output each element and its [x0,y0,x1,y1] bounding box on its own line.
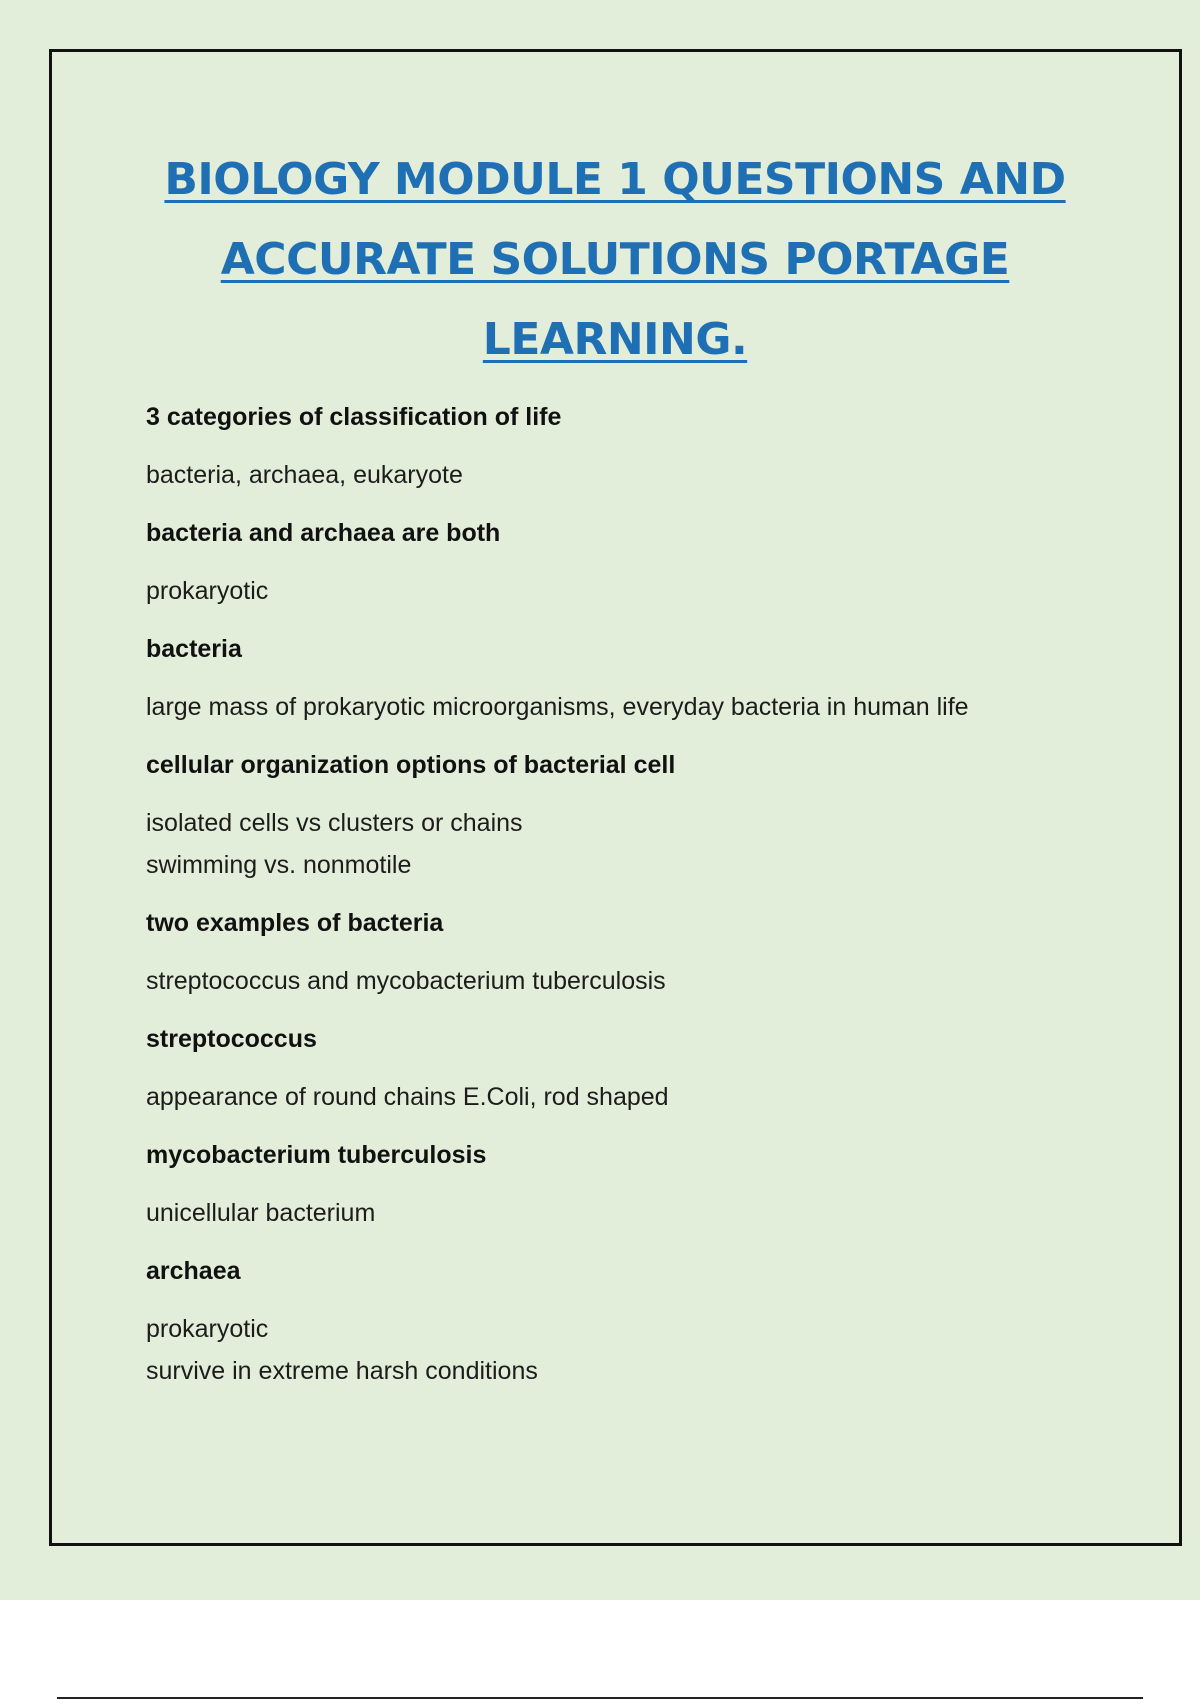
question-text: bacteria and archaea are both [146,519,501,547]
document-title [110,140,1120,380]
footer-divider [57,1697,1143,1699]
answer-line: survive in extreme harsh conditions [146,1357,538,1385]
question-text: 3 categories of classification of life [146,403,562,431]
answer-line: bacteria, archaea, eukaryote [146,461,463,489]
question-text: mycobacterium tuberculosis [146,1141,487,1169]
answer-text [146,570,1096,612]
answer-text [146,1308,1096,1392]
title-line: LEARNING. [482,314,748,365]
answer-line: isolated cells vs clusters or chains [146,809,523,837]
question-text: bacteria [146,635,242,663]
question-text: streptococcus [146,1025,317,1053]
question-text: cellular organization options of bacterial cell [146,751,676,779]
answer-line: unicellular bacterium [146,1199,376,1227]
answer-line: swimming vs. nonmotile [146,851,412,879]
answer-line: prokaryotic [146,1315,269,1343]
answer-text [146,1076,1096,1118]
answer-line: appearance of round chains E.Coli, rod shaped [146,1083,669,1111]
title-line: ACCURATE SOLUTIONS PORTAGE [220,234,1010,285]
title-line: BIOLOGY MODULE 1 QUESTIONS AND [164,154,1066,205]
answer-text [146,686,1096,728]
answer-line: streptococcus and mycobacterium tuberculosis [146,967,666,995]
answer-text [146,1192,1096,1234]
answer-line: large mass of prokaryotic microorganisms, everyday bacteria in human life [146,693,969,721]
qa-item [146,744,1096,886]
qa-item [146,1250,1096,1392]
answer-text [146,454,1096,496]
qa-item [146,1018,1096,1118]
qa-item [146,396,1096,496]
question-text: archaea [146,1257,241,1285]
qa-list [146,396,1096,1408]
answer-line: prokaryotic [146,577,269,605]
answer-text [146,960,1096,1002]
question-text: two examples of bacteria [146,909,444,937]
answer-text [146,802,1096,886]
qa-item [146,628,1096,728]
qa-item [146,512,1096,612]
qa-item [146,1134,1096,1234]
qa-item [146,902,1096,1002]
